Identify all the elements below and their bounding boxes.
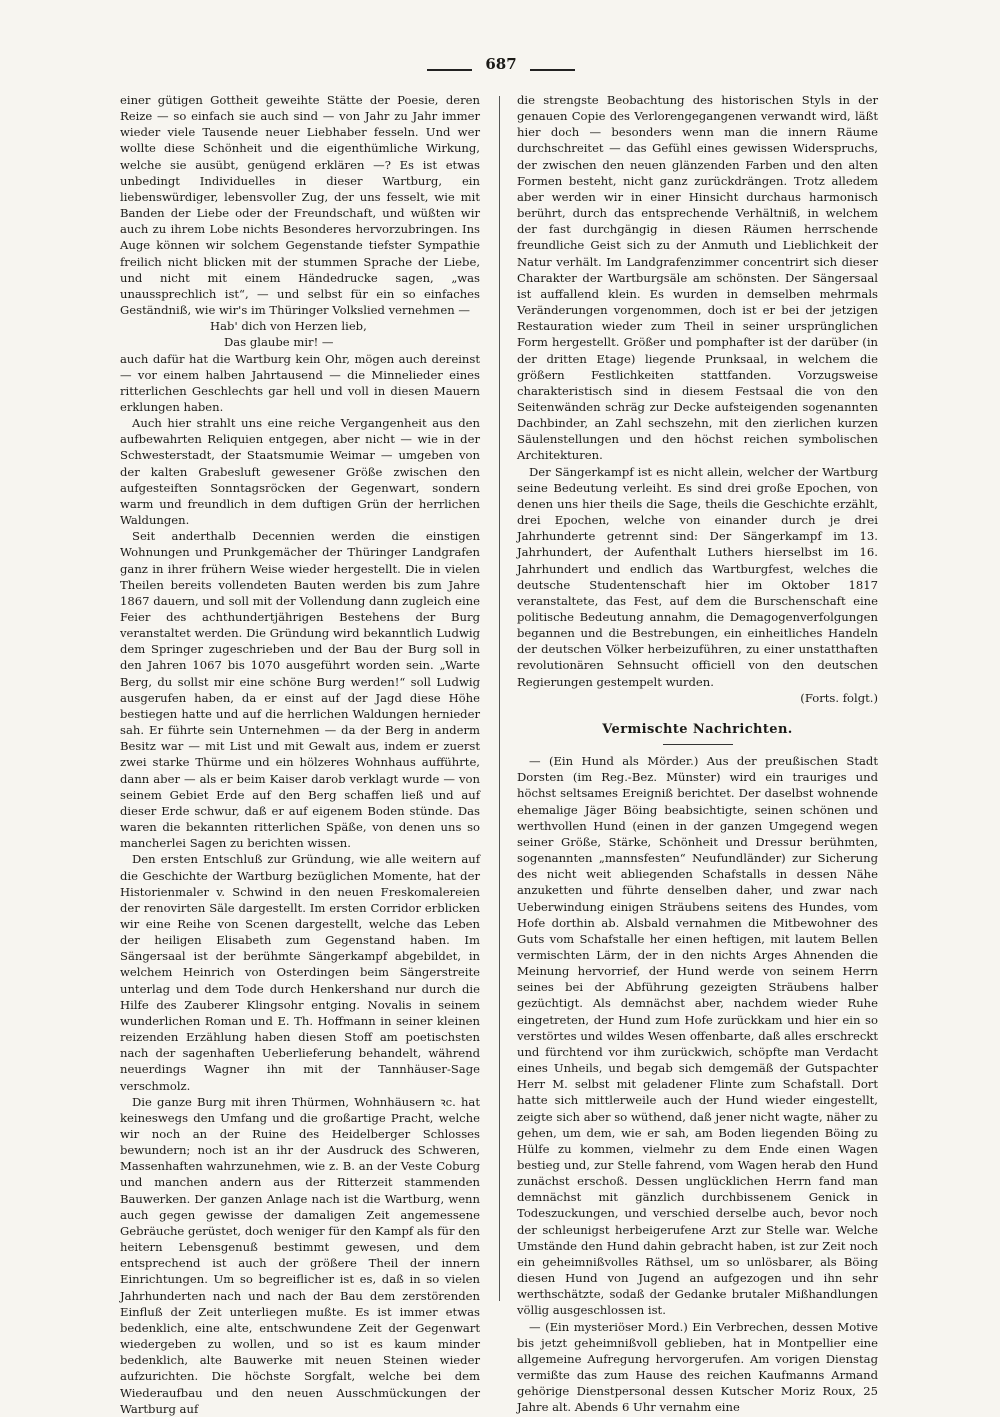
article-paragraph: Die ganze Burg mit ihren Thürmen, Wohnhäusern ꝛc. hat keineswegs den Umfang und die großartige Pracht, welche wir noch an der Ruine des Heidelberger Schlosses bewundern; noch ist an ihr der Ausdruck des Schweren, Massenhaften wahrzunehmen, wie z. B. an der Veste Coburg und manchen andern aus der Ritterzeit stammenden Bauwerken. Der ganzen Anlage nach ist die Wartburg, wenn auch gegen gewisse der damaligen Zeit angemessene Gebräuche gerüstet, doch weniger für den Kampf als für den heitern Lebensgenuß bestimmt gewesen, und dem entsprechend ist auch der größere Theil der innern Einrichtungen. Um so begreiflicher ist es, daß in so vielen Jahrhunderten nach und nach der Bau dem zerstörenden Einfluß der Zeit unterliegen mußte. Es ist immer etwas bedenklich, eine alte, entschwundene Zeit der Gegenwart wiedergeben zu wollen, und so ist es kaum minder bedenklich, alte Bauwerke mit neuen Steinen wieder aufzurichten. Die höchste Sorgfalt, welche bei dem Wiederaufbau und den neuen Ausschmückungen der Wartburg auf <box>120 1094 480 1416</box>
verse-line: Hab' dich von Herzen lieb, <box>210 319 367 334</box>
column-divider <box>499 96 500 1301</box>
article-paragraph: Auch hier strahlt uns eine reiche Vergangenheit aus den aufbewahrten Reliquien entgegen, aber nicht — wie in der Schwesterstadt, der Staatsmumie Weimar — umgeben von der kalten Grabesluft gewesener Größe zwischen den aufgesteiften Sonntagsröcken der Gegenwart, sondern warm und freundlich in dem duftigen Grün der herrlichen Waldungen. <box>120 416 480 528</box>
page-number: 687 <box>485 55 517 73</box>
article-paragraph: die strengste Beobachtung des historischen Styls in der genauen Copie des Verlorengegangenen verwandt wird, läßt hier doch — besonders wenn man die innern Räume durchschreitet — das Gefühl eines gewissen Widerspruchs, der zwischen den neuen glänzenden Farben und den alten Formen besteht, nicht ganz zurückdrängen. Trotz alledem aber werden wir in einer Hinsicht durchaus harmonisch berührt, durch das entsprechende Verhältniß, in welchem der fast durchgängig in diesen Räumen herrschende freundliche Geist sich zu der Anmuth und Lieblichkeit der Natur verhält. Im Landgrafenzimmer concentrirt sich dieser Charakter der Wartburgsäle am schönsten. Der Sängersaal ist auffallend klein. Es wurden in demselben mehrmals Veränderungen vorgenommen, doch ist er bei der jetzigen Restauration wieder zum Theil in seiner ursprünglichen Form hergestellt. Größer und pomphafter ist der darüber (in der dritten Etage) liegende Prunksaal, in welchem die größern Festlichkeiten stattfanden. Vorzugsweise charakteristisch sind in diesem Festsaal die von den Seitenwänden schräg zur Decke aufsteigenden sogenannten Dachbinder, an Zahl sechszehn, mit den zierlichen kurzen Säulenstellungen und den höchst reichen symbolischen Architekturen. <box>517 93 878 463</box>
right-column <box>517 92 878 1416</box>
article-paragraph: Der Sängerkampf ist es nicht allein, welcher der Wartburg seine Bedeutung verleiht. Es sind drei große Epochen, von denen uns hier theils die Sage, theils die Geschichte erzählt, drei Epochen, welche von einander durch je drei Jahrhunderte getrennt sind: Der Sängerkampf im 13. Jahrhundert, der Aufenthalt Luthers hierselbst im 16. Jahrhundert und endlich das Wartburgfest, welches die deutsche Studentenschaft hier im Oktober 1817 veranstaltete, das Fest, auf dem die Burschenschaft eine politische Bedeutung annahm, die Demagogenverfolgungen begannen und die Bestrebungen, ein einheitliches Handeln der deutschen Völker herbeizuführen, zu einer unstatthaften revolutionären Sehnsucht officiell von den deutschen Regierungen gestempelt wurden. <box>517 464 878 689</box>
section-title: Vermischte Nachrichten. <box>602 721 793 737</box>
left-column <box>120 92 480 1417</box>
article-paragraph: Seit anderthalb Decennien werden die einstigen Wohnungen und Prunkgemächer der Thüringer Landgrafen ganz in ihrer frühern Weise wieder hergestellt. Die in vielen Theilen bereits vollendeten Bauten werden bis zum Jahre 1867 dauern, und soll mit der Vollendung dann zugleich eine Feier des achthundertjährigen Bestehens der Burg veranstaltet werden. Die Gründung wird bekanntlich Ludwig dem Springer zugeschrieben und der Bau der Burg soll in den Jahren 1067 bis 1070 ausgeführt worden sein. „Warte Berg, du sollst mir eine schöne Burg werden!“ soll Ludwig ausgerufen haben, da er einst auf der Jagd diese Höhe bestiegen hatte und auf die herrlichen Waldungen hernieder sah. Er führte sein Unternehmen — da der Berg in anderm Besitz war — mit List und mit Gewalt aus, indem er zuerst zwei starke Thürme und ein hölzeres Wohnhaus aufführte, dann aber — als er beim Kaiser darob verklagt wurde — von seinem Gebiet Erde auf den Berg schaffen ließ und auf dieser Erde schwur, daß er auf eigenem Boden stünde. Das waren die bekannten ritterlichen Späße, von denen uns so mancherlei Sagen zu berichten wissen. <box>120 529 480 851</box>
section-rule <box>663 744 733 745</box>
article-paragraph: einer gütigen Gottheit geweihte Stätte der Poesie, deren Reize — so einfach sie auch sind — von Jahr zu Jahr immer wieder viele Tausende neuer Liebhaber fesseln. Und wer wollte diese Schönheit und die eigenthümliche Wirkung, welche sie ausübt, genügend erklären —? Es ist etwas unbedingt Individuelles in dieser Wartburg, ein liebenswürdiger, lebensvoller Zug, der uns fesselt, wie mit Banden der Liebe oder der Freundschaft, und wüßten wir auch zu ihrem Lobe nichts Besonderes hervorzubringen. Ins Auge können wir solchem Gegenstande tiefster Sympathie freilich nicht blicken mit der stummen Sprache der Liebe, und nicht mit einem Händedrucke sagen, „was unaussprechlich ist“, — und selbst für ein so einfaches Geständniß, wie wir's im Thüringer Volkslied vernehmen — <box>120 93 480 318</box>
verse-line: Das glaube mir! — <box>224 335 334 350</box>
page-header <box>0 55 1000 85</box>
continuation-note: (Forts. folgt.) <box>800 690 878 705</box>
article-paragraph: auch dafür hat die Wartburg kein Ohr, mögen auch dereinst — vor einem halben Jahrtausend — die Minnelieder eines ritterlichen Geschlechts gar hell und voll in diesen Mauern erklungen haben. <box>120 351 480 414</box>
article-paragraph: Den ersten Entschluß zur Gründung, wie alle weitern auf die Geschichte der Wartburg bezüglichen Momente, hat der Historienmaler v. Schwind in den neuen Freskomalereien der renovirten Säle dargestellt. Im ersten Corridor erblicken wir eine Reihe von Scenen dargestellt, welche das Leben der heiligen Elisabeth zum Gegenstand haben. Im Sängersaal ist der berühmte Sängerkampf abgebildet, in welchem Heinrich von Osterdingen beim Sängerstreite unterlag und dem Tode durch Henkershand nur durch die Hilfe des Zauberer Klingsohr entging. Novalis in seinem wunderlichen Roman und E. Th. Hoffmann in seiner kleinen reizenden Erzählung haben diesen Stoff am poetischsten nach der sagenhaften Ueberlieferung behandelt, während neuerdings Wagner ihn mit der Tannhäuser-Sage verschmolz. <box>120 852 480 1093</box>
header-rule-right <box>530 69 575 71</box>
news-item: — (Ein Hund als Mörder.) Aus der preußischen Stadt Dorsten (im Reg.-Bez. Münster) wird ein trauriges und höchst seltsames Ereigniß berichtet. Der daselbst wohnende ehemalige Jäger Böing beabsichtigte, seinen schönen und werthvollen Hund (einen in der ganzen Umgegend wegen seiner Größe, Stärke, Schönheit und Dressur berühmten, sogenannten „mannsfesten“ Neufundländer) zur Sicherung des nicht weit abliegenden Schafstalls in dessen Nähe anzuketten und führte denselben daher, und zwar nach Ueberwindung einigen Sträubens seitens des Hundes, vom Hofe dorthin ab. Alsbald vernahmen die Mitbewohner des Guts vom Schafstalle her einen heftigen, mit lautem Bellen vermischten Lärm, der in den nichts Arges Ahnenden die Meinung hervorrief, der Hund werde von seinem Herrn seines bei der Abführung gezeigten Sträubens halber gezüchtigt. Als demnächst aber, nachdem wieder Ruhe eingetreten, der Hund zum Hofe zurückkam und hier ein so verstörtes und wildes Wesen offenbarte, daß alles erschreckt und fürchtend vor ihm zurückwich, schöpfte man Verdacht eines Unheils, und begab sich demgemäß der Gutspachter Herr M. selbst mit geladener Flinte zum Schafstall. Dort hatte sich mittlerweile auch der Hund wieder eingestellt, zeigte sich aber so wüthend, daß jener nicht wagte, näher zu gehen, um dem, wie er sah, am Boden liegenden Böing zu Hülfe zu kommen, vielmehr zu dem Ende einen Wagen bestieg und, zur Stelle fahrend, vom Wagen herab den Hund zunächst erschoß. Dessen unglücklichen Herrn fand man demnächst mit gänzlich durchbissenem Genick in Todeszuckungen, und verschied derselbe auch, bevor noch der schleunigst herbeigerufene Arzt zur Stelle war. Welche Umstände den Hund dahin gebracht haben, ist zur Zeit noch ein geheimnißvolles Räthsel, um so unlösbarer, als Böing diesen Hund von Jugend an aufgezogen und ihn sehr werthschätzte, sodaß der Gedanke brutaler Mißhandlungen völlig ausgeschlossen ist. <box>517 754 878 1318</box>
news-item: — (Ein mysteriöser Mord.) Ein Verbrechen, dessen Motive bis jetzt geheimnißvoll geblieben, hat in Montpellier eine allgemeine Aufregung hervorgerufen. Am vorigen Dienstag vermißte das zum Hause des reichen Kaufmanns Armand gehörige Dienstpersonal dessen Kutscher Moriz Roux, 25 Jahre alt. Abends 6 Uhr vernahm eine <box>517 1319 878 1415</box>
header-rule-left <box>427 69 472 71</box>
